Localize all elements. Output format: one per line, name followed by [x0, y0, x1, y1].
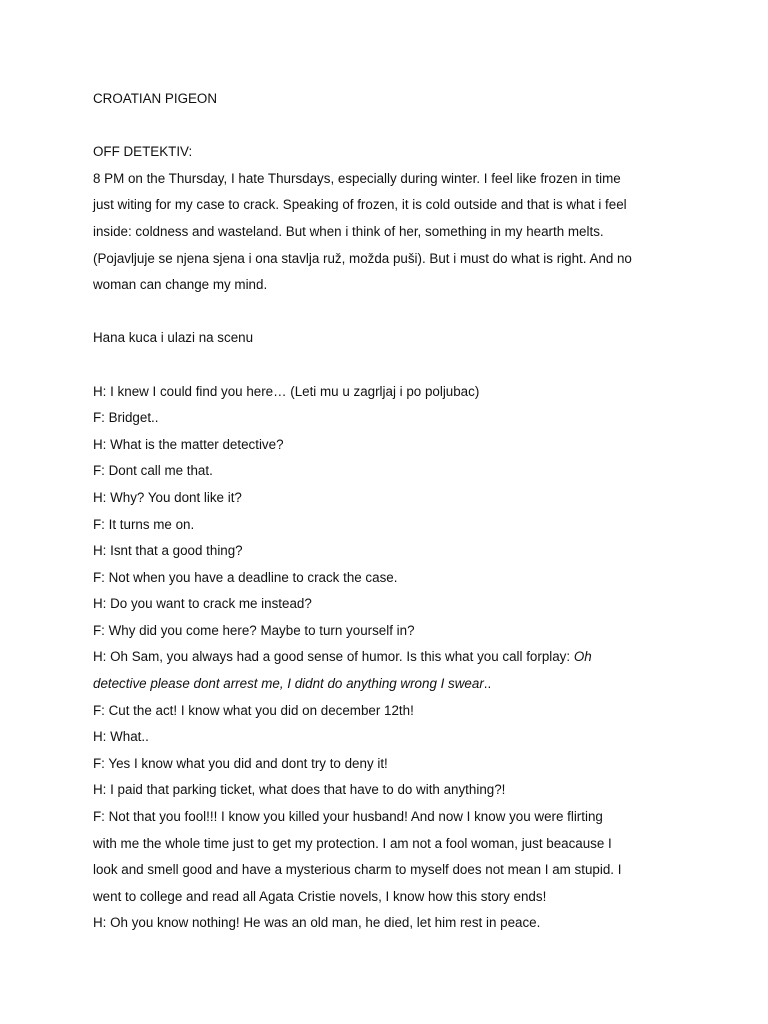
dialogue-italic-text: detective please dont arrest me, I didnt do anything wrong I swear [93, 676, 484, 692]
dialogue-line: F: Not that you fool!!! I know you killed your husband! And now I know you were flirting [93, 809, 603, 825]
dialogue-italic-text: Oh [573, 649, 592, 665]
dialogue-text: .. [483, 676, 492, 692]
dialogue-line: H: What.. [93, 729, 149, 745]
dialogue-line: F: Cut the act! I know what you did on december 12th! [93, 702, 414, 718]
dialogue-line: F: Yes I know what you did and dont try to deny it! [93, 755, 388, 771]
intro-heading: OFF DETEKTIV: [93, 144, 193, 160]
dialogue-line: H: I paid that parking ticket, what does that have to do with anything?! [93, 782, 506, 798]
paragraph-gap [93, 352, 672, 379]
intro-line: (Pojavljuje se njena sjena i ona stavlja ruž, možda puši). But i must do what is right. And no [93, 250, 632, 266]
dialogue-line: look and smell good and have a mysterious charm to myself does not mean I am stupid. I [93, 862, 622, 878]
dialogue-line: H: What is the matter detective? [93, 436, 284, 452]
dialogue-line: H: Do you want to crack me instead? [93, 596, 312, 612]
dialogue-line: F: It turns me on. [93, 516, 195, 532]
stage-direction: Hana kuca i ulazi na scenu [93, 330, 254, 346]
dialogue-line: F: Not when you have a deadline to crack the case. [93, 569, 398, 585]
dialogue-line: F: Why did you come here? Maybe to turn yourself in? [93, 622, 415, 638]
dialogue-line: went to college and read all Agata Cristie novels, I know how this story ends! [93, 888, 547, 904]
dialogue-line: H: I knew I could find you here… (Leti mu u zagrljaj i po poljubac) [93, 383, 480, 399]
dialogue-line: F: Dont call me that. [93, 463, 213, 479]
dialogue-line: H: Isnt that a good thing? [93, 543, 243, 559]
dialogue-line [93, 644, 672, 671]
intro-line: inside: coldness and wasteland. But when i think of her, something in my hearth melts. [93, 223, 604, 239]
intro-line: 8 PM on the Thursday, I hate Thursdays, especially during winter. I feel like frozen in time [93, 170, 621, 186]
dialogue-line: F: Bridget.. [93, 410, 159, 426]
dialogue-line: H: Oh you know nothing! He was an old man, he died, let him rest in peace. [93, 915, 541, 931]
paragraph-gap [93, 299, 672, 326]
dialogue-line: H: Why? You dont like it? [93, 489, 242, 505]
intro-line: just witing for my case to crack. Speaking of frozen, it is cold outside and that is what i feel [93, 197, 627, 213]
intro-line: woman can change my mind. [93, 277, 268, 293]
dialogue-text: H: Oh Sam, you always had a good sense of humor. Is this what you call forplay: [93, 649, 574, 665]
dialogue-line: with me the whole time just to get my protection. I am not a fool woman, just beacause I [93, 835, 612, 851]
document-title: CROATIAN PIGEON [93, 91, 217, 106]
dialogue-line [93, 671, 672, 698]
